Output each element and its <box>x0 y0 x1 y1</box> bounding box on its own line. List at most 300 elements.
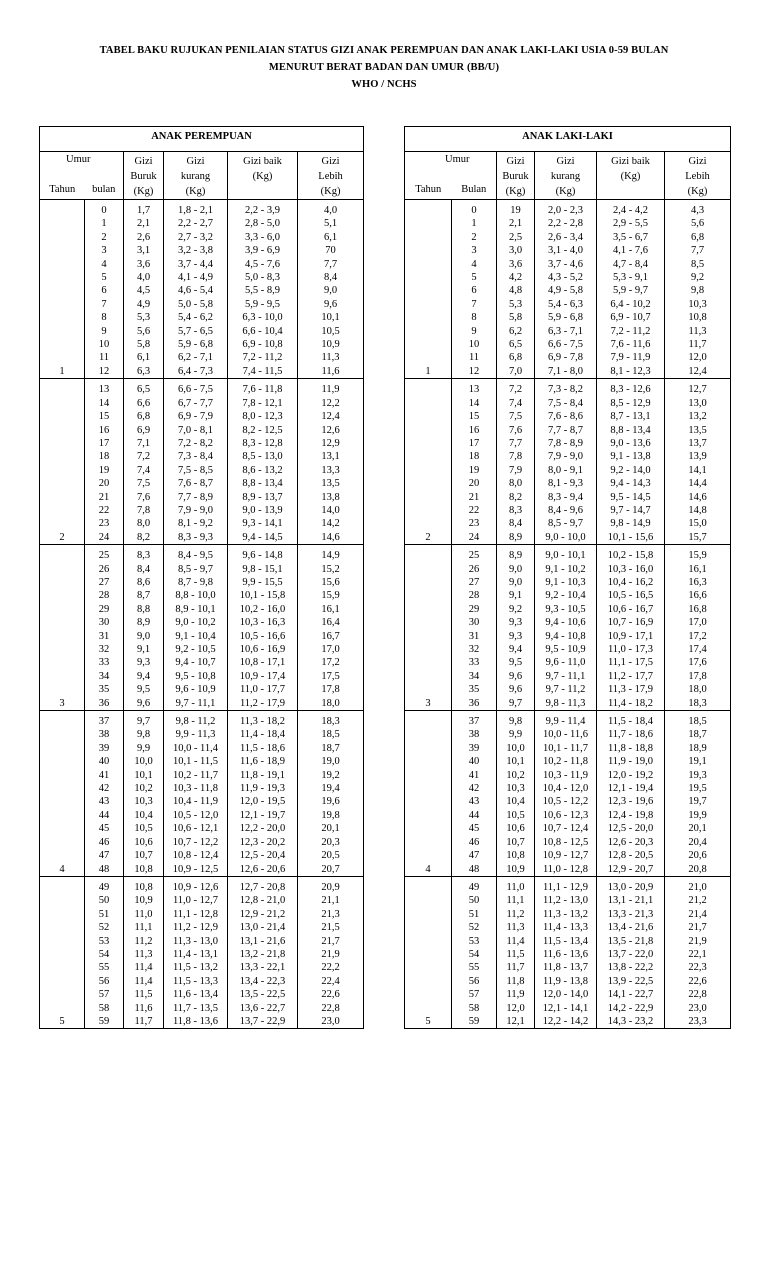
table-row <box>40 410 364 423</box>
table-row <box>405 908 731 921</box>
table-row <box>405 258 731 271</box>
gizi-baik-cell: 6,3 - 10,0 <box>228 311 298 324</box>
gizi-lebih-cell: 18,5 <box>665 715 731 728</box>
table-row <box>40 935 364 948</box>
tahun-cell <box>40 397 85 410</box>
document-title <box>0 42 768 93</box>
tahun-cell <box>405 325 452 338</box>
tahun-cell <box>405 338 452 351</box>
gizi-buruk-cell: 11,0 <box>124 908 164 921</box>
gizi-lebih-cell: 10,8 <box>665 311 731 324</box>
gizi-kurang-cell: 11,5 - 13,2 <box>164 961 228 974</box>
gizi-lebih-cell: 9,0 <box>298 284 364 297</box>
bulan-cell: 26 <box>85 563 124 576</box>
tahun-cell <box>40 464 85 477</box>
gizi-baik-cell: 11,9 - 19,0 <box>597 755 665 768</box>
table-row <box>405 563 731 576</box>
gizi-buruk-cell: 19 <box>497 204 535 217</box>
gizi-kurang-cell: 4,9 - 5,8 <box>535 284 597 297</box>
gizi-buruk-cell: 10,9 <box>124 894 164 907</box>
bulan-cell: 5 <box>85 271 124 284</box>
gizi-buruk-cell: 11,6 <box>124 1002 164 1015</box>
tahun-cell <box>40 795 85 808</box>
table-row <box>405 397 731 410</box>
gizi-lebih-cell: 21,7 <box>298 935 364 948</box>
gizi-baik-cell: 7,2 - 11,2 <box>228 351 298 364</box>
table-row <box>40 769 364 782</box>
tahun-cell <box>405 244 452 257</box>
tahun-cell <box>40 728 85 741</box>
gizi-buruk-cell: 9,1 <box>124 643 164 656</box>
gizi-buruk-cell: 9,3 <box>497 630 535 643</box>
gizi-lebih-cell: 13,2 <box>665 410 731 423</box>
tahun-cell <box>40 894 85 907</box>
tahun-cell <box>405 517 452 530</box>
gizi-kurang-cell: 10,1 - 11,7 <box>535 742 597 755</box>
gizi-baik-cell: 13,3 - 21,3 <box>597 908 665 921</box>
gizi-lebih-cell: 11,3 <box>298 351 364 364</box>
tahun-cell <box>40 589 85 602</box>
gizi-lebih-cell: 16,3 <box>665 576 731 589</box>
bulan-cell: 8 <box>85 311 124 324</box>
gizi-buruk-cell: 6,5 <box>124 383 164 396</box>
gizi-lebih-cell: 11,3 <box>665 325 731 338</box>
bulan-cell: 29 <box>85 603 124 616</box>
gizi-baik-cell: 13,4 - 21,6 <box>597 921 665 934</box>
tahun-cell <box>40 809 85 822</box>
table-row <box>405 231 731 244</box>
gizi-baik-cell: 9,7 - 14,7 <box>597 504 665 517</box>
table-row <box>405 809 731 822</box>
gizi-buruk-cell: 9,3 <box>497 616 535 629</box>
table-row <box>40 1002 364 1015</box>
table-row <box>405 656 731 669</box>
gizi-buruk-cell: 8,8 <box>124 603 164 616</box>
bulan-cell: 0 <box>85 204 124 217</box>
gizi-lebih-cell: 15,9 <box>665 549 731 562</box>
gizi-baik-cell: 8,1 - 12,3 <box>597 365 665 379</box>
gizi-lebih-cell: 21,9 <box>665 935 731 948</box>
gizi-lebih-cell: 14,2 <box>298 517 364 530</box>
tahun-cell <box>405 948 452 961</box>
gizi-buruk-header <box>497 152 535 200</box>
tahun-cell <box>40 491 85 504</box>
gizi-kurang-cell: 12,2 - 14,2 <box>535 1015 597 1029</box>
gizi-buruk-cell: 8,3 <box>124 549 164 562</box>
table-row <box>40 563 364 576</box>
gizi-buruk-cell: 11,1 <box>124 921 164 934</box>
table-row <box>405 755 731 768</box>
bulan-cell: 3 <box>85 244 124 257</box>
table-row <box>405 217 731 230</box>
gizi-baik-cell: 10,5 - 16,5 <box>597 589 665 602</box>
gizi-buruk-cell: 7,6 <box>124 491 164 504</box>
gizi-kurang-cell: 11,2 - 13,0 <box>535 894 597 907</box>
bulan-cell: 58 <box>452 1002 497 1015</box>
gizi-kurang-cell: 7,2 - 8,2 <box>164 437 228 450</box>
gizi-baik-cell: 8,3 - 12,6 <box>597 383 665 396</box>
tahun-cell: 5 <box>40 1015 85 1029</box>
gizi-kurang-cell: 6,2 - 7,1 <box>164 351 228 364</box>
gizi-lebih-cell: 18,0 <box>298 697 364 711</box>
tahun-cell <box>405 204 452 217</box>
gizi-lebih-cell: 7,7 <box>665 244 731 257</box>
gizi-lebih-cell: 20,7 <box>298 863 364 877</box>
gizi-lebih-header <box>298 152 364 200</box>
gizi-buruk-cell: 10,8 <box>124 863 164 877</box>
table-row <box>40 822 364 835</box>
gizi-lebih-cell: 22,4 <box>298 975 364 988</box>
table-row <box>40 531 364 545</box>
bulan-cell: 33 <box>85 656 124 669</box>
gizi-lebih-header-line: Gizi <box>321 156 340 167</box>
gizi-baik-cell: 14,1 - 22,7 <box>597 988 665 1001</box>
gizi-baik-cell: 2,2 - 3,9 <box>228 204 298 217</box>
tahun-cell <box>40 576 85 589</box>
table-row <box>405 517 731 530</box>
gizi-kurang-cell: 11,5 - 13,3 <box>164 975 228 988</box>
tahun-cell: 4 <box>405 863 452 877</box>
table-row <box>40 849 364 862</box>
tahun-cell <box>405 894 452 907</box>
table-row <box>405 589 731 602</box>
gizi-lebih-cell: 4,0 <box>298 204 364 217</box>
table-body-perempuan <box>40 127 364 1029</box>
tahun-cell <box>40 244 85 257</box>
bulan-cell: 55 <box>452 961 497 974</box>
tahun-cell <box>40 908 85 921</box>
gizi-lebih-cell: 21,3 <box>298 908 364 921</box>
bulan-cell: 49 <box>452 881 497 894</box>
gizi-buruk-cell: 9,4 <box>497 643 535 656</box>
bulan-cell: 31 <box>85 630 124 643</box>
gizi-lebih-cell: 18,0 <box>665 683 731 696</box>
bulan-cell: 37 <box>452 715 497 728</box>
table-row <box>405 311 731 324</box>
gizi-baik-cell: 7,4 - 11,5 <box>228 365 298 379</box>
gizi-lebih-cell: 23,0 <box>665 1002 731 1015</box>
gizi-buruk-cell: 11,4 <box>124 961 164 974</box>
gizi-buruk-cell: 5,6 <box>124 325 164 338</box>
gizi-kurang-cell: 8,3 - 9,4 <box>535 491 597 504</box>
gizi-lebih-cell: 21,9 <box>298 948 364 961</box>
gizi-kurang-cell: 11,8 - 13,6 <box>164 1015 228 1029</box>
gizi-buruk-cell: 8,9 <box>124 616 164 629</box>
tahun-cell <box>40 683 85 696</box>
table-row <box>405 365 731 379</box>
table-row <box>405 464 731 477</box>
gizi-lebih-header-line: Lebih <box>318 171 343 182</box>
gizi-buruk-cell: 4,8 <box>497 284 535 297</box>
gizi-baik-cell: 11,5 - 18,6 <box>228 742 298 755</box>
bulan-cell: 44 <box>85 809 124 822</box>
gizi-buruk-cell: 7,8 <box>497 450 535 463</box>
tahun-cell <box>405 464 452 477</box>
gizi-kurang-cell: 4,3 - 5,2 <box>535 271 597 284</box>
gizi-kurang-cell: 10,6 - 12,1 <box>164 822 228 835</box>
table-row <box>405 603 731 616</box>
bulan-cell: 36 <box>452 697 497 711</box>
bulan-cell: 24 <box>85 531 124 545</box>
table-row <box>40 795 364 808</box>
gizi-buruk-cell: 11,7 <box>124 1015 164 1029</box>
gizi-lebih-cell: 17,5 <box>298 670 364 683</box>
gizi-buruk-cell: 11,7 <box>497 961 535 974</box>
gizi-lebih-cell: 20,9 <box>298 881 364 894</box>
gizi-buruk-cell: 11,1 <box>497 894 535 907</box>
gizi-buruk-cell: 10,4 <box>124 809 164 822</box>
gizi-kurang-cell: 7,9 - 9,0 <box>535 450 597 463</box>
gizi-lebih-cell: 22,1 <box>665 948 731 961</box>
gizi-lebih-cell: 19,9 <box>665 809 731 822</box>
bulan-label: Bulan <box>461 184 487 195</box>
table-row <box>405 881 731 894</box>
gizi-buruk-header-line: Buruk <box>130 171 157 182</box>
table-row <box>40 683 364 696</box>
gizi-buruk-cell: 9,7 <box>497 697 535 711</box>
gizi-buruk-cell: 9,5 <box>497 656 535 669</box>
tahun-cell <box>40 769 85 782</box>
gizi-baik-cell: 10,8 - 17,1 <box>228 656 298 669</box>
gizi-kurang-cell: 11,1 - 12,8 <box>164 908 228 921</box>
table-row <box>40 894 364 907</box>
tahun-cell <box>405 975 452 988</box>
gizi-baik-cell: 12,0 - 19,2 <box>597 769 665 782</box>
gizi-lebih-cell: 21,0 <box>665 881 731 894</box>
bulan-cell: 48 <box>85 863 124 877</box>
gizi-lebih-cell: 17,6 <box>665 656 731 669</box>
gizi-baik-cell: 7,6 - 11,6 <box>597 338 665 351</box>
gizi-lebih-cell: 19,5 <box>665 782 731 795</box>
gizi-buruk-cell: 3,6 <box>124 258 164 271</box>
tahun-cell <box>40 935 85 948</box>
tahun-cell <box>40 383 85 396</box>
gizi-buruk-cell: 5,3 <box>124 311 164 324</box>
umur-header <box>40 152 124 200</box>
gizi-baik-cell: 12,7 - 20,8 <box>228 881 298 894</box>
gizi-buruk-cell: 5,3 <box>497 298 535 311</box>
gizi-kurang-cell: 7,5 - 8,5 <box>164 464 228 477</box>
bulan-cell: 35 <box>85 683 124 696</box>
tahun-cell <box>40 217 85 230</box>
tahun-cell <box>405 450 452 463</box>
gizi-lebih-cell: 12,6 <box>298 424 364 437</box>
table-row <box>405 728 731 741</box>
table-title-row <box>40 127 364 152</box>
gizi-buruk-cell: 10,2 <box>497 769 535 782</box>
tahun-cell <box>405 795 452 808</box>
gizi-baik-cell: 8,3 - 12,8 <box>228 437 298 450</box>
tahun-cell <box>40 948 85 961</box>
gizi-baik-cell: 8,8 - 13,4 <box>228 477 298 490</box>
bulan-cell: 57 <box>85 988 124 1001</box>
umur-label: Umur <box>66 154 91 165</box>
gizi-buruk-cell: 10,6 <box>124 836 164 849</box>
gizi-lebih-cell: 19,7 <box>665 795 731 808</box>
gizi-baik-cell: 13,3 - 22,1 <box>228 961 298 974</box>
gizi-kurang-cell: 8,3 - 9,3 <box>164 531 228 545</box>
tahun-cell <box>40 961 85 974</box>
table-row <box>405 338 731 351</box>
gizi-kurang-cell: 5,9 - 6,8 <box>164 338 228 351</box>
tahun-cell <box>405 656 452 669</box>
table-row <box>405 742 731 755</box>
gizi-kurang-cell: 7,9 - 9,0 <box>164 504 228 517</box>
gizi-baik-cell: 11,3 - 18,2 <box>228 715 298 728</box>
bulan-cell: 29 <box>452 603 497 616</box>
gizi-baik-cell: 13,5 - 22,5 <box>228 988 298 1001</box>
gizi-baik-cell: 12,5 - 20,4 <box>228 849 298 862</box>
bulan-cell: 24 <box>452 531 497 545</box>
gizi-baik-cell: 10,9 - 17,1 <box>597 630 665 643</box>
gizi-baik-header <box>597 152 665 200</box>
gizi-lebih-cell: 12,4 <box>665 365 731 379</box>
tahun-cell <box>405 643 452 656</box>
gizi-lebih-cell: 13,7 <box>665 437 731 450</box>
tahun-cell <box>40 351 85 364</box>
bulan-cell: 56 <box>85 975 124 988</box>
gizi-baik-cell: 13,7 - 22,9 <box>228 1015 298 1029</box>
tahun-cell <box>405 742 452 755</box>
gizi-baik-cell: 12,0 - 19,5 <box>228 795 298 808</box>
gizi-kurang-cell: 2,2 - 2,7 <box>164 217 228 230</box>
gizi-kurang-cell: 12,0 - 14,0 <box>535 988 597 1001</box>
table-row <box>40 948 364 961</box>
gizi-kurang-cell: 9,5 - 10,8 <box>164 670 228 683</box>
tahun-cell: 1 <box>405 365 452 379</box>
tahun-cell <box>405 258 452 271</box>
table-row <box>40 697 364 711</box>
gizi-lebih-header <box>665 152 731 200</box>
gizi-lebih-cell: 14,1 <box>665 464 731 477</box>
gizi-baik-cell: 11,2 - 17,9 <box>228 697 298 711</box>
tahun-cell <box>405 589 452 602</box>
bulan-cell: 46 <box>452 836 497 849</box>
table-row <box>40 298 364 311</box>
tahun-cell <box>40 325 85 338</box>
gizi-kurang-cell: 11,3 - 13,2 <box>535 908 597 921</box>
tahun-cell <box>40 715 85 728</box>
gizi-buruk-cell: 7,4 <box>124 464 164 477</box>
tahun-cell <box>40 517 85 530</box>
table-row <box>40 603 364 616</box>
gizi-baik-cell: 3,3 - 6,0 <box>228 231 298 244</box>
gizi-buruk-cell: 9,2 <box>497 603 535 616</box>
bulan-cell: 16 <box>85 424 124 437</box>
table-row <box>40 284 364 297</box>
tahun-cell <box>40 477 85 490</box>
gizi-baik-cell: 13,2 - 21,8 <box>228 948 298 961</box>
gizi-baik-cell: 5,9 - 9,5 <box>228 298 298 311</box>
bulan-cell: 21 <box>85 491 124 504</box>
table-row <box>405 616 731 629</box>
bulan-cell: 20 <box>452 477 497 490</box>
gizi-kurang-cell: 9,6 - 11,0 <box>535 656 597 669</box>
tahun-cell <box>405 231 452 244</box>
tahun-cell <box>40 616 85 629</box>
gizi-kurang-cell: 11,9 - 13,8 <box>535 975 597 988</box>
gizi-baik-cell: 11,4 - 18,2 <box>597 697 665 711</box>
gizi-buruk-cell: 7,5 <box>497 410 535 423</box>
table-row <box>40 383 364 396</box>
gizi-kurang-cell: 5,9 - 6,8 <box>535 311 597 324</box>
gizi-kurang-header-line: kurang <box>180 171 211 182</box>
table-row <box>405 410 731 423</box>
tahun-cell <box>405 616 452 629</box>
gizi-baik-cell: 10,9 - 17,4 <box>228 670 298 683</box>
bulan-cell: 50 <box>85 894 124 907</box>
gizi-baik-cell: 5,3 - 9,1 <box>597 271 665 284</box>
table-row <box>40 424 364 437</box>
gizi-baik-cell: 13,8 - 22,2 <box>597 961 665 974</box>
gizi-lebih-cell: 16,6 <box>665 589 731 602</box>
bulan-cell: 45 <box>85 822 124 835</box>
gizi-kurang-cell: 11,1 - 12,9 <box>535 881 597 894</box>
gizi-baik-cell: 2,9 - 5,5 <box>597 217 665 230</box>
gizi-baik-cell: 8,5 - 12,9 <box>597 397 665 410</box>
gizi-lebih-cell: 15,9 <box>298 589 364 602</box>
gizi-kurang-cell: 5,4 - 6,3 <box>535 298 597 311</box>
gizi-lebih-cell: 22,2 <box>298 961 364 974</box>
tahun-cell <box>405 935 452 948</box>
gizi-kurang-cell: 5,7 - 6,5 <box>164 325 228 338</box>
gizi-lebih-cell: 21,5 <box>298 921 364 934</box>
gizi-buruk-cell: 1,7 <box>124 204 164 217</box>
gizi-baik-cell: 12,4 - 19,8 <box>597 809 665 822</box>
gizi-buruk-cell: 10,5 <box>124 822 164 835</box>
gizi-buruk-cell: 11,8 <box>497 975 535 988</box>
gizi-lebih-header-line: (Kg) <box>320 186 341 197</box>
tahun-cell <box>405 988 452 1001</box>
tahun-cell: 1 <box>40 365 85 379</box>
gizi-baik-cell: 12,5 - 20,0 <box>597 822 665 835</box>
bulan-cell: 16 <box>452 424 497 437</box>
gizi-lebih-cell: 19,0 <box>298 755 364 768</box>
tahun-cell <box>40 742 85 755</box>
title-line-2: MENURUT BERAT BADAN DAN UMUR (BB/U) <box>268 62 500 73</box>
bulan-cell: 59 <box>452 1015 497 1029</box>
bulan-cell: 8 <box>452 311 497 324</box>
gizi-kurang-cell: 6,4 - 7,3 <box>164 365 228 379</box>
gizi-lebih-cell: 18,5 <box>298 728 364 741</box>
table-row <box>405 863 731 877</box>
table-row <box>40 630 364 643</box>
tahun-cell <box>40 988 85 1001</box>
tahun-cell <box>40 975 85 988</box>
gizi-lebih-cell: 16,8 <box>665 603 731 616</box>
bulan-cell: 23 <box>452 517 497 530</box>
gizi-kurang-cell: 11,4 - 13,1 <box>164 948 228 961</box>
table-row <box>40 988 364 1001</box>
gizi-baik-cell: 12,6 - 20,6 <box>228 863 298 877</box>
tahun-cell <box>40 549 85 562</box>
tahun-cell <box>40 881 85 894</box>
gizi-buruk-cell: 9,9 <box>124 742 164 755</box>
gizi-kurang-cell: 6,9 - 7,9 <box>164 410 228 423</box>
tahun-cell <box>40 670 85 683</box>
tahun-cell <box>40 284 85 297</box>
gizi-kurang-cell: 8,8 - 10,0 <box>164 589 228 602</box>
gizi-kurang-cell: 9,9 - 11,3 <box>164 728 228 741</box>
bulan-cell: 10 <box>452 338 497 351</box>
gizi-baik-header-line: (Kg) <box>252 171 273 182</box>
bulan-cell: 39 <box>452 742 497 755</box>
table-row <box>40 576 364 589</box>
table-row <box>405 948 731 961</box>
gizi-buruk-cell: 5,8 <box>124 338 164 351</box>
gizi-buruk-cell: 10,0 <box>124 755 164 768</box>
gizi-kurang-cell: 10,3 - 11,8 <box>164 782 228 795</box>
